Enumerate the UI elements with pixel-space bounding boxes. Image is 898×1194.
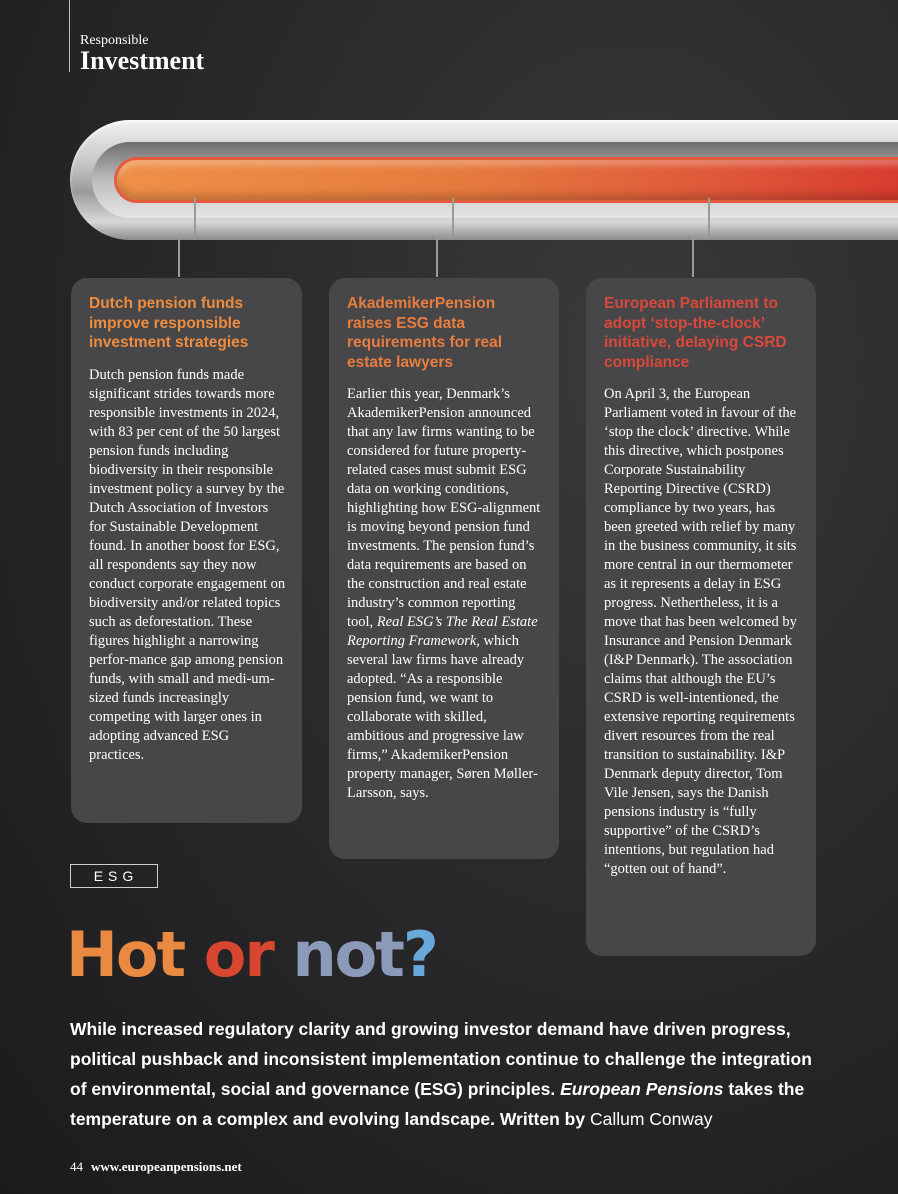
connector-2-drop [436,236,438,277]
title-word-hot: Hot [66,918,185,991]
card-body-italic: Real ESG’s The Real Estate Reporting Framework, [347,614,538,649]
connector-2 [452,198,454,236]
standfirst [70,1014,830,1134]
card-body-text-end: which several law firms have already adopted. “As a responsible pension fund, we want to collaborate with skilled, ambitious and progressive law firms,” AkademikerPension property manager, Søren Møller-Larsson, says. [347,633,538,801]
title-word-not: not [292,918,403,991]
card-body: Dutch pension funds made significant strides towards more responsible investments in 2024, with 83 per cent of the 50 largest pension funds including biodiversity in their responsible investment policy a survey by the Dutch Association of Investors for Sustainable Development found. In another boost for ESG, all respondents say they now conduct corporate engagement on biodiversity and/or related topics such as deforestation. These figures highlight a narrowing perfor-mance gap among pension funds, with small and medi-um-sized funds increasingly competing with larger ones in adopting advanced ESG practices. [89,366,286,763]
title-question-mark: ? [402,918,437,991]
connector-3-drop [692,236,694,277]
section-label-small: Responsible [80,33,149,48]
connector-1 [194,198,196,236]
connector-2-bracket [436,236,454,238]
page-number: 44 [70,1159,83,1174]
card-body [347,385,543,803]
standfirst-text-end: takes the temperature on a complex and evolving landscape. Written by [70,1079,805,1129]
connector-3-bracket [692,236,710,238]
connector-1-drop [178,236,180,277]
standfirst-publication: European Pensions [560,1079,724,1099]
thermometer-mercury [117,160,898,200]
page-title [66,915,437,995]
author-name: Callum Conway [589,1109,713,1129]
connector-3 [708,198,710,236]
section-rule [69,0,70,72]
standfirst-text: While increased regulatory clarity and growing investor demand have driven progress, political pushback and inconsistent implementation continue to challenge the integration of environmental, social and governance (ESG) principles. [70,1019,812,1099]
section-label-big: Investment [80,46,205,75]
news-card-akademikerpension [329,278,559,859]
card-title: European Parliament to adopt ‘stop-the-clock’ initiative, delaying CSRD compliance [604,295,787,371]
news-card-dutch-pension [71,278,302,823]
connector-1-bracket [178,236,196,238]
card-body: On April 3, the European Parliament voted in favour of the ‘stop the clock’ directive. While this directive, which postpones Corporate Sustainability Reporting Directive (CSRD) compliance by two years, has been greeted with relief by many in the business community, it sits more central in our thermometer as it represents a delay in ESG progress. Nethertheless, it is a move that has been welcomed by Insurance and Pension Denmark (I&P Denmark). The association claims that although the EU’s CSRD is well-intentioned, the extensive reporting requirements divert resources from the real transition to sustainability. I&P Denmark deputy director, Tom Vile Jensen, says the Danish pensions industry is “fully supportive” of the CSRD’s intentions, but regulation had “gotten out of hand”. [604,386,797,877]
title-word-or: or [203,918,273,991]
footer [70,1159,242,1175]
esg-tag: ESG [70,864,158,888]
news-card-european-parliament [586,278,816,956]
card-title: AkademikerPension raises ESG data requirements for real estate lawyers [347,295,503,371]
footer-url[interactable]: www.europeanpensions.net [91,1159,242,1174]
card-title: Dutch pension funds improve responsible investment strategies [89,295,249,351]
card-body-text: Earlier this year, Denmark’s AkademikerPension announced that any law firms wanting to be considered for future property-related cases must submit ESG data on working conditions, highlighting how ESG-alignment is moving beyond pension fund investments. The pension fund’s data requirements are based on the construction and real estate industry’s common reporting tool, [347,386,541,630]
